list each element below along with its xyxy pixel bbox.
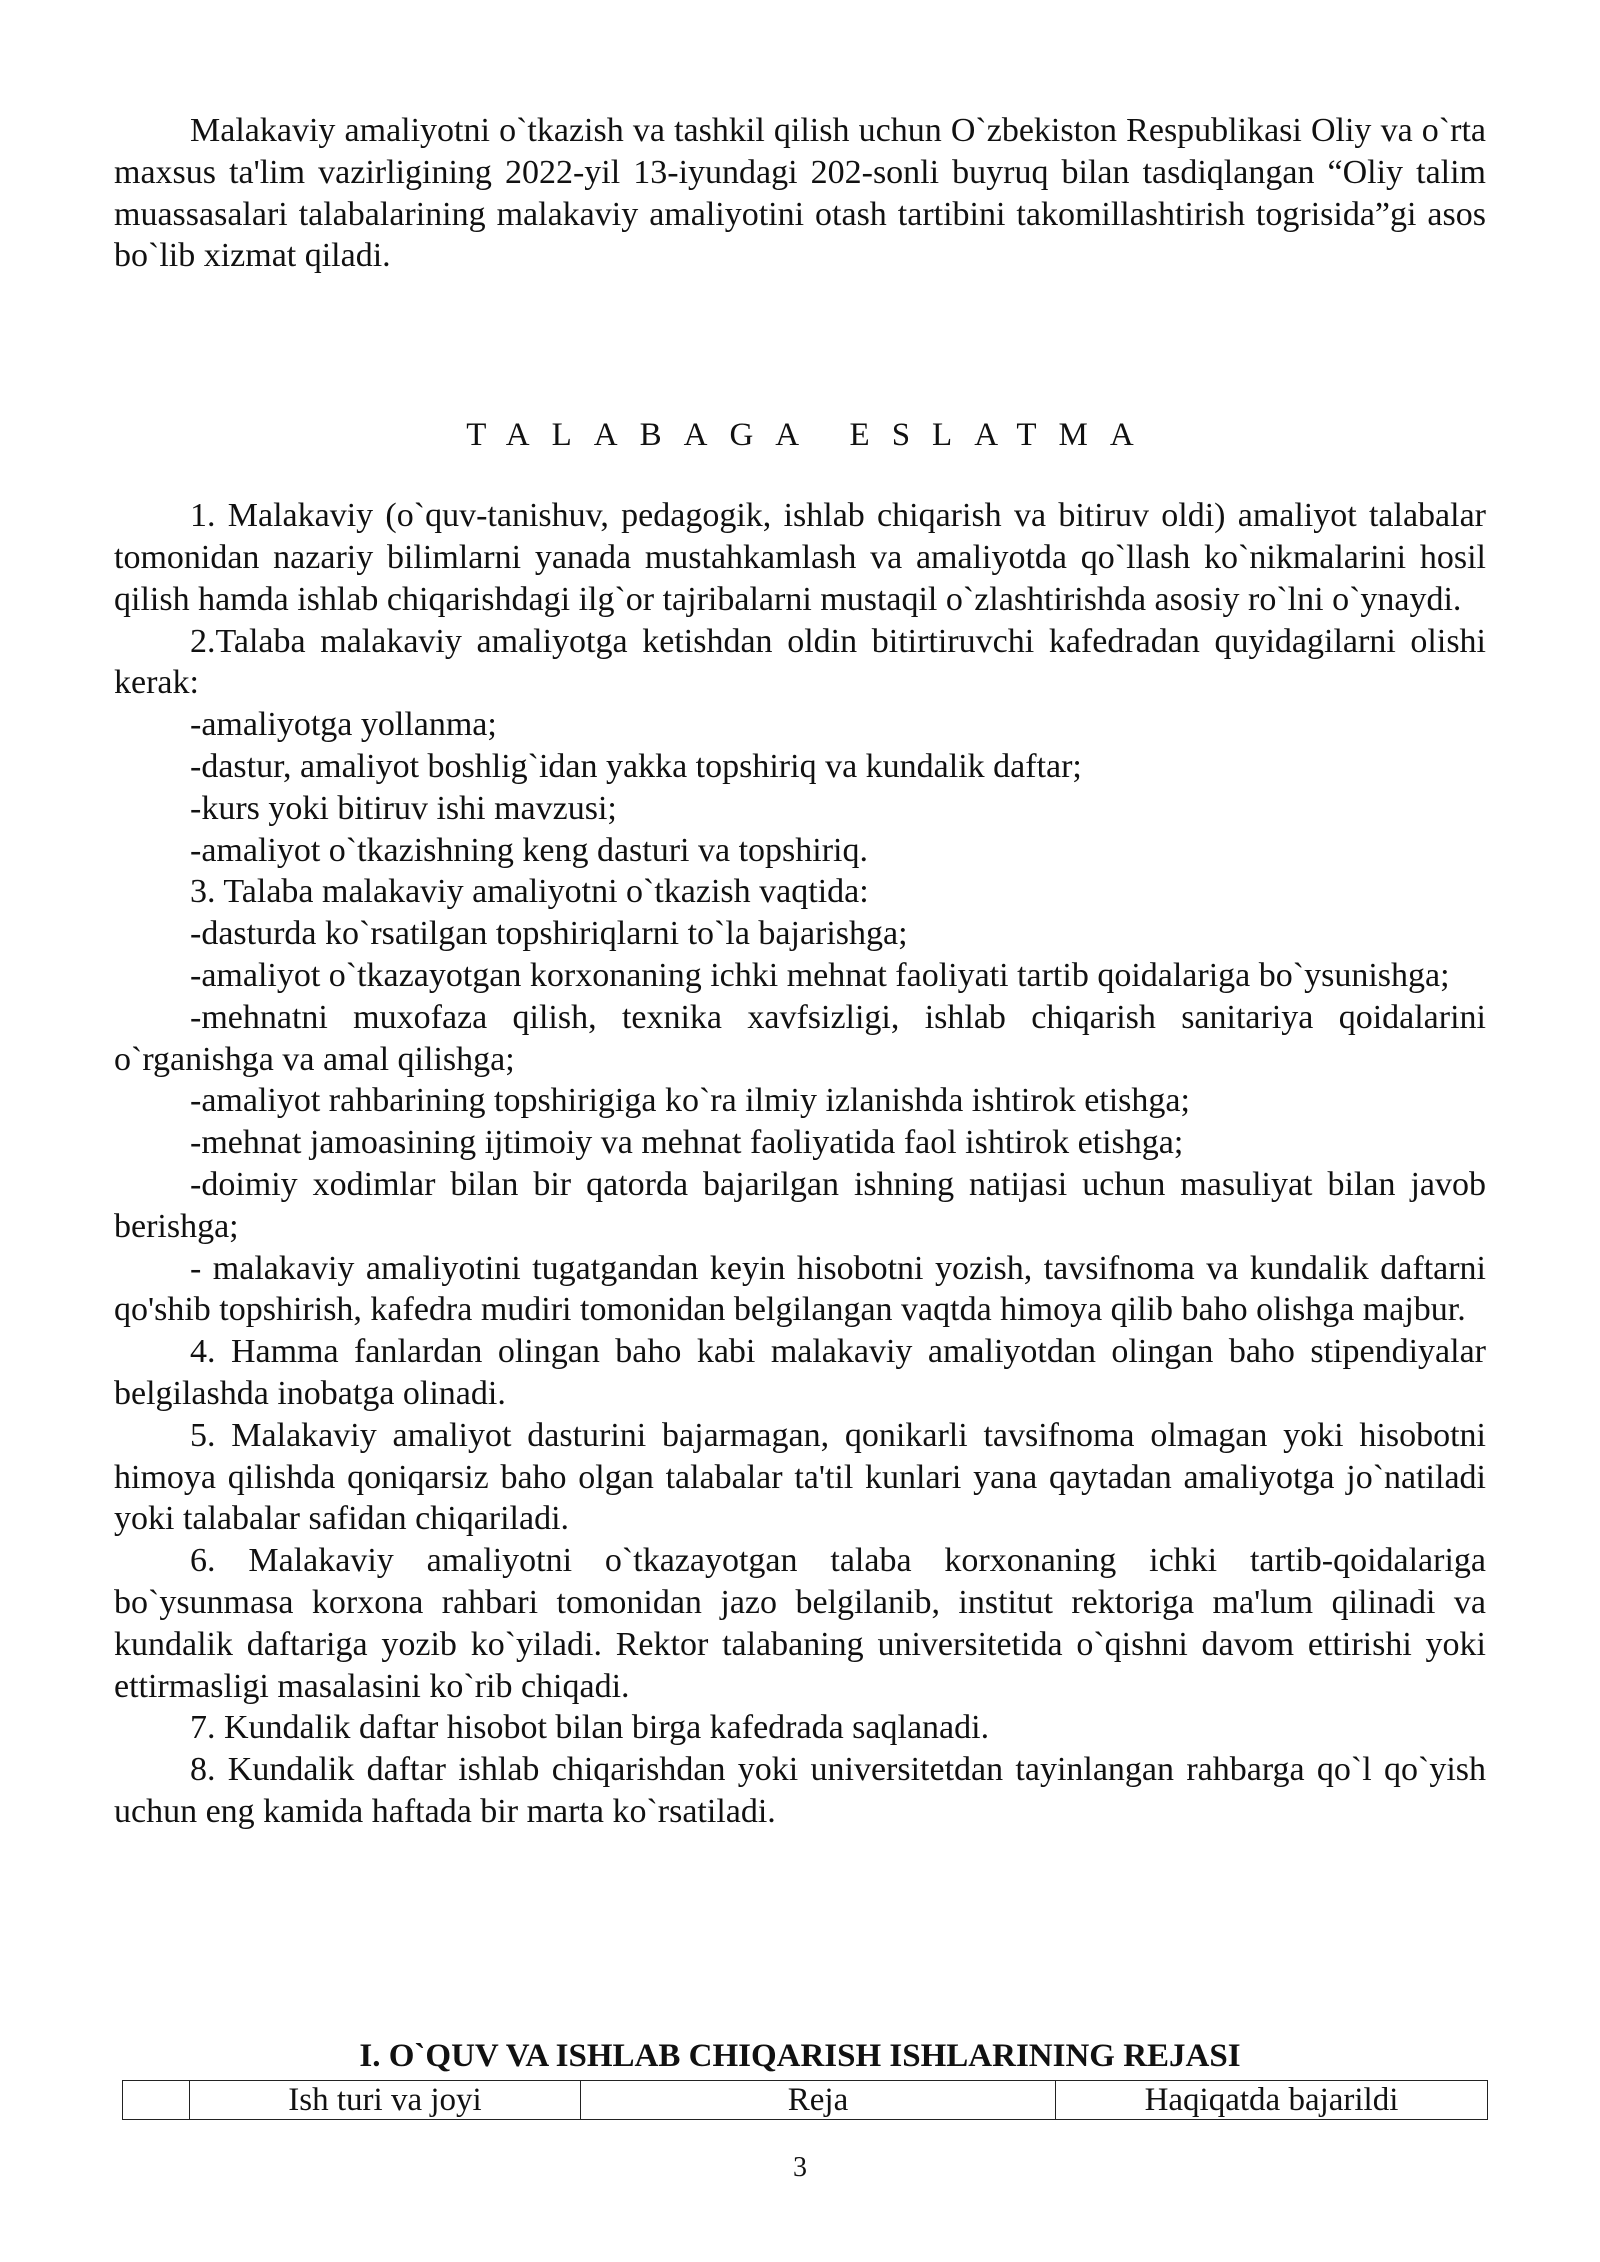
memo-item-2-bullet: -dastur, amaliyot boshlig`idan yakka topshiriq va kundalik daftar;: [190, 747, 1082, 785]
table-header-row: [123, 2081, 1488, 2120]
memo-item-3-bullet: -mehnat jamoasining ijtimoiy va mehnat faoliyatida faol ishtirok etishga;: [190, 1124, 1184, 1162]
memo-title: TALABAGA ESLATMA: [466, 417, 1156, 454]
table-header-cell-actual: Haqiqatda bajarildi: [1056, 2081, 1488, 2120]
table-header-cell-plan: Reja: [581, 2081, 1056, 2120]
memo-item-3-bullet: -dasturda ko`rsatilgan topshiriqlarni to`la bajarishga;: [190, 915, 908, 953]
memo-item-3-bullet: -amaliyot rahbarining topshirigiga ko`ra ilmiy izlanishda ishtirok etishga;: [190, 1082, 1190, 1120]
memo-item-2: 2.Talaba malakaviy amaliyotga ketishdan oldin bitirtiruvchi kafedradan quyidagilarni olishi kerak:: [114, 622, 1486, 702]
memo-item-1: 1. Malakaviy (o`quv-tanishuv, pedagogik, ishlab chiqarish va bitiruv oldi) amaliyot talabalar tomonidan nazariy bilimlarni yanada mustahkamlash va amaliyotda qo`llash ko`nikmalarini hosil qilish hamda ishlab chiqarishdagi ilg`or tajribalarni mustaqil o`zlashtirishda asosiy ro`lni o`ynaydi.: [114, 497, 1486, 618]
memo-item-7: 7. Kundalik daftar hisobot bilan birga kafedrada saqlanadi.: [190, 1709, 990, 1747]
memo-item-4: 4. Hamma fanlardan olingan baho kabi malakaviy amaliyotdan olingan baho stipendiyalar belgilashda inobatga olinadi.: [114, 1333, 1486, 1412]
table-header-cell-index: [123, 2081, 190, 2120]
memo-item-3: 3. Talaba malakaviy amaliyotni o`tkazish vaqtida:: [190, 873, 869, 911]
memo-item-3-bullet: -doimiy xodimlar bilan bir qatorda bajarilgan ishning natijasi uchun masuliyat bilan javob berishga;: [114, 1165, 1486, 1245]
work-plan-table: [122, 2080, 1488, 2120]
memo-item-5: 5. Malakaviy amaliyot dasturini bajarmagan, qonikarli tavsifnoma olmagan yoki hisobotni himoya qilishda qoniqarsiz baho olgan talabalar ta'til kunlari yana qaytadan amaliyotga jo`natiladi yoki talabalar safidan chiqariladi.: [114, 1416, 1486, 1538]
memo-item-2-bullet: -kurs yoki bitiruv ishi mavzusi;: [190, 789, 617, 827]
memo-item-3-bullet: - malakaviy amaliyotini tugatgandan keyin hisobotni yozish, tavsifnoma va kundalik daftarni qo'shib topshirish, kafedra mudiri tomonidan belgilangan vaqtda himoya qilib baho olishga majbur.: [114, 1249, 1486, 1329]
page-number: 3: [793, 2152, 807, 2183]
memo-item-3-bullet: -amaliyot o`tkazayotgan korxonaning ichki mehnat faoliyati tartib qoidalariga bo`ysunishga;: [190, 956, 1450, 994]
table-header-cell-work-type: Ish turi va joyi: [190, 2081, 581, 2120]
intro-paragraph: Malakaviy amaliyotni o`tkazish va tashkil qilish uchun O`zbekiston Respublikasi Oliy va o`rta maxsus ta'lim vazirligining 2022-yil 13-iyundagi 202-sonli buyruq bilan tasdiqlangan “Oliy talim muassasalari talabalarining malakaviy amaliyotini otash tartibini takomillashtirish togrisida”gi asos bo`lib xizmat qiladi.: [114, 112, 1486, 275]
memo-item-3-bullet: -mehnatni muxofaza qilish, texnika xavfsizligi, ishlab chiqarish sanitariya qoidalarini o`rganishga va amal qilishga;: [114, 998, 1486, 1078]
memo-item-2-bullet: -amaliyotga yollanma;: [190, 706, 497, 744]
memo-item-8: 8. Kundalik daftar ishlab chiqarishdan yoki universitetdan tayinlangan rahbarga qo`l qo`yish uchun eng kamida haftada bir marta ko`rsatiladi.: [114, 1751, 1486, 1830]
memo-item-2-bullet: -amaliyot o`tkazishning keng dasturi va topshiriq.: [190, 831, 868, 869]
section-title: I. O`QUV VA ISHLAB CHIQARISH ISHLARINING REJASI: [359, 2038, 1241, 2074]
page-content: [114, 110, 1486, 1833]
memo-item-6: 6. Malakaviy amaliyotni o`tkazayotgan talaba korxonaning ichki tartib-qoidalariga bo`ysunmasa korxona rahbari tomonidan jazo belgilanib, institut rektoriga ma'lum qilinadi va kundalik daftariga yozib ko`yiladi. Rektor talabaning universitetida o`qishni davom ettirishi yoki ettirmasligi masalasini ko`rib chiqadi.: [114, 1542, 1486, 1705]
